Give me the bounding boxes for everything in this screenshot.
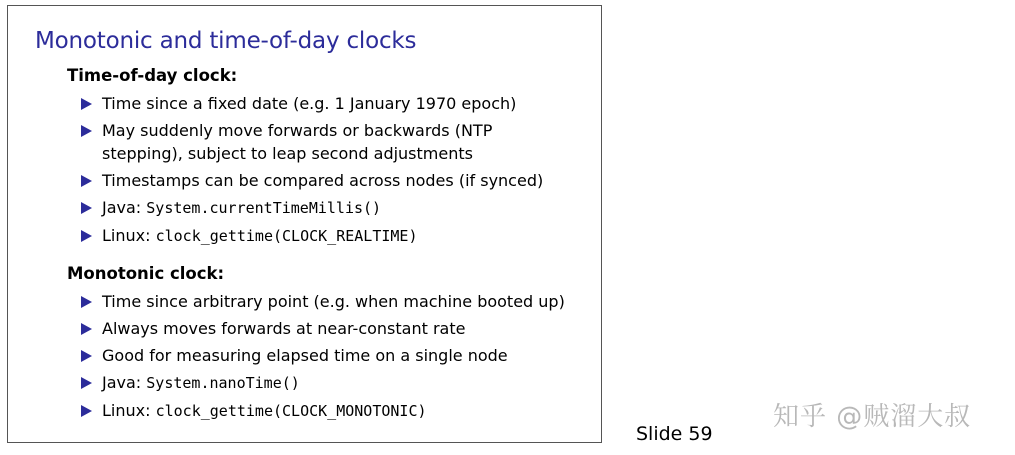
watermark: 知乎 @贼溜大叔 — [773, 402, 972, 432]
list-item — [80, 317, 565, 340]
bullet-text-continued: stepping), subject to leap second adjustments — [102, 144, 473, 163]
bullet-prefix: Java: — [102, 373, 147, 392]
slide-number: Slide 59 — [636, 423, 713, 445]
monotonic-bullet-list — [80, 290, 565, 427]
bullet-text: Time since a fixed date (e.g. 1 January 1970 epoch) — [102, 94, 517, 113]
triangle-bullet-icon — [81, 175, 92, 187]
bullet-text: Time since arbitrary point (e.g. when machine booted up) — [102, 292, 565, 311]
list-item — [80, 92, 543, 115]
triangle-bullet-icon — [81, 350, 92, 362]
bullet-text: Good for measuring elapsed time on a single node — [102, 346, 508, 365]
bullet-text: Always moves forwards at near-constant rate — [102, 319, 466, 338]
bullet-prefix: Linux: — [102, 401, 156, 420]
list-item — [80, 119, 543, 165]
triangle-bullet-icon — [81, 202, 92, 214]
triangle-bullet-icon — [81, 323, 92, 335]
triangle-bullet-icon — [81, 125, 92, 137]
section-heading-monotonic: Monotonic clock: — [67, 264, 225, 283]
list-item — [80, 290, 565, 313]
triangle-bullet-icon — [81, 98, 92, 110]
list-item — [80, 371, 565, 395]
slide-frame — [7, 5, 602, 443]
triangle-bullet-icon — [81, 377, 92, 389]
time-of-day-bullet-list — [80, 92, 543, 252]
slide-title: Monotonic and time-of-day clocks — [35, 28, 417, 54]
list-item — [80, 169, 543, 192]
bullet-text: Timestamps can be compared across nodes (if synced) — [102, 171, 544, 190]
list-item — [80, 224, 543, 248]
bullet-prefix: Linux: — [102, 226, 156, 245]
code-snippet: System.currentTimeMillis() — [146, 199, 382, 217]
triangle-bullet-icon — [81, 405, 92, 417]
triangle-bullet-icon — [81, 230, 92, 242]
list-item — [80, 399, 565, 423]
section-heading-time-of-day: Time-of-day clock: — [67, 66, 238, 85]
list-item — [80, 196, 543, 220]
bullet-prefix: Java: — [102, 198, 147, 217]
code-snippet: System.nanoTime() — [146, 374, 300, 392]
triangle-bullet-icon — [81, 296, 92, 308]
code-snippet: clock_gettime(CLOCK_MONOTONIC) — [155, 402, 427, 420]
list-item — [80, 344, 565, 367]
bullet-text: May suddenly move forwards or backwards (NTP — [102, 121, 493, 140]
code-snippet: clock_gettime(CLOCK_REALTIME) — [155, 227, 418, 245]
